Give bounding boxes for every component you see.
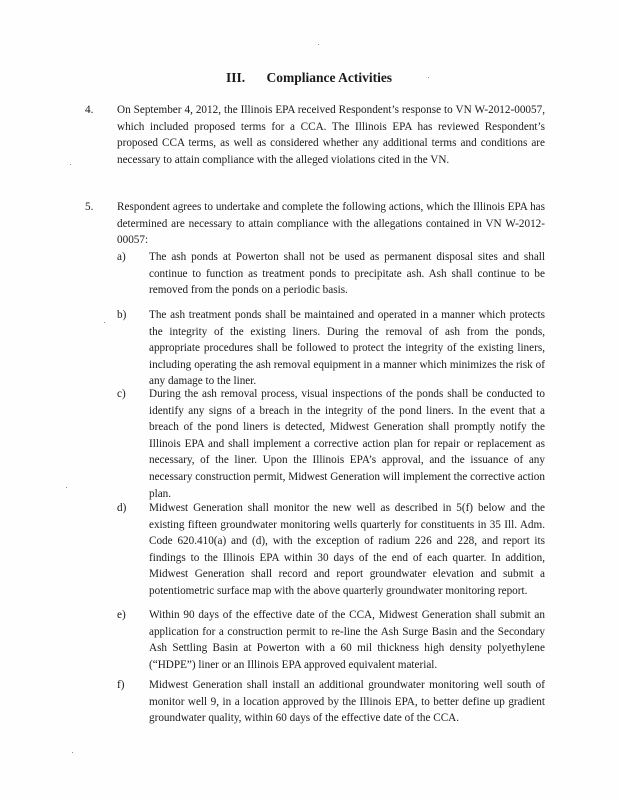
section-heading <box>0 70 618 86</box>
list-item-text: Midwest Generation shall monitor the new well as described in 5(f) below and the existing fifteen groundwater monitoring wells quarterly for constituents in 35 Ill. Adm. Code 620.410(a) and (d), with the exception of radium 226 and 228, and report its findings to the Illinois EPA within 30 days of the end of each quarter. In addition, Midwest Generation shall record and report groundwater elevation and submit a potentiometric surface map with the above quarterly groundwater monitoring report. <box>149 502 545 597</box>
scan-speck <box>66 487 67 488</box>
paragraph-text: Respondent agrees to undertake and complete the following actions, which the Illinois EPA has determined are necessary to attain compliance with the allegations contained in VN W-2012-00057: <box>117 201 545 247</box>
scan-speck <box>318 44 319 45</box>
scan-speck <box>70 164 71 165</box>
list-item-label: a) <box>117 251 126 263</box>
list-item-label: e) <box>117 609 126 621</box>
paragraph-number: 5. <box>85 201 94 213</box>
list-item-label: f) <box>117 679 125 691</box>
list-item-label: b) <box>117 309 127 321</box>
section-number: III. <box>225 70 246 85</box>
list-item-text: Within 90 days of the effective date of the CCA, Midwest Generation shall submit an application for a construction permit to re-line the Ash Surge Basin and the Secondary Ash Settling Basin at Powerton with a 60 mil thickness high density polyethylene (“HDPE”) liner or an Illinois EPA approved equivalent material. <box>149 609 545 671</box>
list-item-text: The ash treatment ponds shall be maintained and operated in a manner which protects the integrity of the existing liners. During the removal of ash from the ponds, appropriate procedures shall be followed to protect the integrity of the existing liners, including operating the ash removal equipment in a manner which minimizes the risk of any damage to the liner. <box>149 309 545 388</box>
list-item-text: The ash ponds at Powerton shall not be used as permanent disposal sites and shall continue to function as treatment ponds to precipitate ash. Ash shall continue to be removed from the ponds on a periodic basis. <box>149 251 545 297</box>
list-item-label: c) <box>117 388 126 400</box>
scan-speck <box>72 752 73 753</box>
paragraph-text: On September 4, 2012, the Illinois EPA received Respondent’s response to VN W-2012-00057, which included proposed terms for a CCA. The Illinois EPA has reviewed Respondent’s proposed CCA terms, as well as considered whether any additional terms and conditions are necessary to attain compliance with the alleged violations cited in the VN. <box>117 104 545 166</box>
list-item-text: During the ash removal process, visual inspections of the ponds shall be conducted to identify any signs of a breach in the integrity of the pond liners. In the event that a breach of the pond liners is detected, Midwest Generation shall promptly notify the Illinois EPA and shall implement a corrective action plan for repair or replacement as necessary, of the liner. Upon the Illinois EPA’s approval, and the issuance of any necessary construction permit, Midwest Generation will implement the corrective action plan. <box>149 388 545 500</box>
scan-speck <box>104 322 105 323</box>
section-title: Compliance Activities <box>266 70 393 85</box>
list-item-text: Midwest Generation shall install an additional groundwater monitoring well south of monitor well 9, in a location approved by the Illinois EPA, to better define up gradient groundwater quality, within 60 days of the effective date of the CCA. <box>149 679 545 725</box>
paragraph-number: 4. <box>85 104 94 116</box>
scan-speck <box>428 77 429 78</box>
list-item-label: d) <box>117 502 127 514</box>
